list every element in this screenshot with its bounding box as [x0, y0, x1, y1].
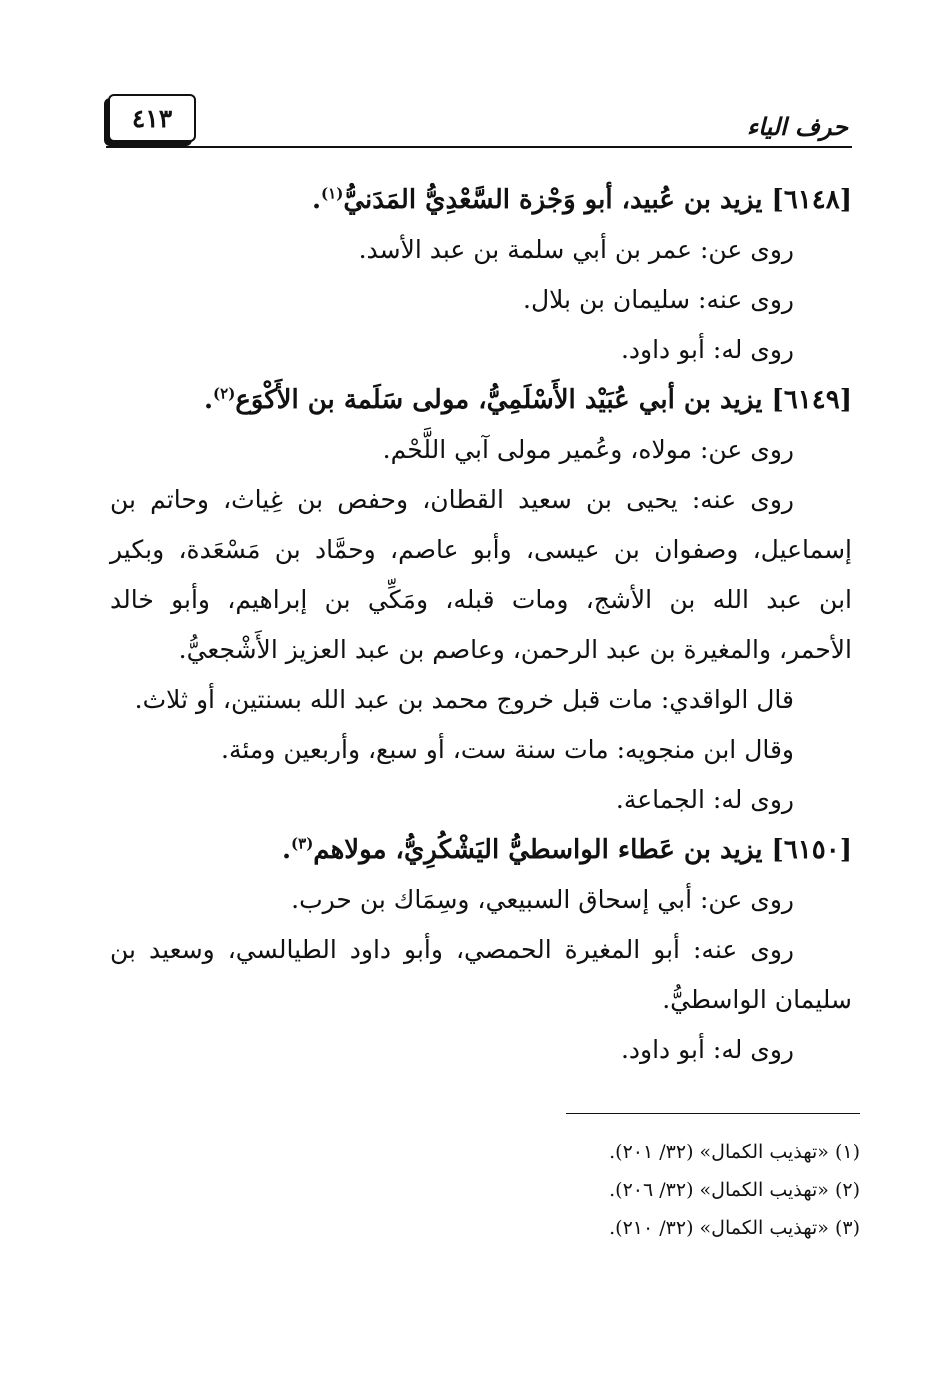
footnotes: [360, 1133, 860, 1247]
footnote: (١) «تهذيب الكمال» (٣٢/ ٢٠١).: [609, 1141, 860, 1163]
page-body: [110, 175, 852, 1075]
text-line: روى له: أبو داود.: [620, 335, 794, 364]
text-line: إسماعيل، وصفوان بن عيسى، وأبو عاصم، وحمَّاد بن مَسْعَدة، وبكير: [110, 535, 852, 564]
text-line: روى عن: مولاه، وعُمير مولى آبي اللَّحْم.: [382, 435, 794, 464]
text-line: روى له: الجماعة.: [615, 785, 794, 814]
text-line: وقال ابن منجويه: مات سنة ست، أو سبع، وأربعين ومئة.: [221, 735, 794, 764]
text-line: روى عن: أبي إسحاق السبيعي، وسِمَاك بن حرب.: [291, 885, 794, 914]
chapter-title: حرف الياء: [746, 112, 848, 141]
entry-end: .: [311, 185, 322, 215]
footnote-marker: (٢): [213, 384, 236, 403]
text-line: روى عنه: سليمان بن بلال.: [523, 285, 794, 314]
text-line: روى له: أبو داود.: [620, 1035, 794, 1064]
entry-number: [٦١٤٩]: [771, 385, 852, 415]
entry-end: .: [203, 385, 214, 415]
text-line: قال الواقدي: مات قبل خروج محمد بن عبد الله بسنتين، أو ثلاث.: [134, 685, 794, 714]
footnote-divider: [566, 1113, 860, 1114]
page-number: ٤١٣: [108, 94, 196, 142]
entry-name: يزيد بن عَطاء الواسطيُّ اليَشْكُرِيُّ، مولاهم: [313, 835, 772, 865]
text-line: الأحمر، والمغيرة بن عبد الرحمن، وعاصم بن عبد العزيز الأَشْجعيُّ.: [178, 635, 852, 664]
text-line: روى عنه: يحيى بن سعيد القطان، وحفص بن غِياث، وحاتم بن: [110, 485, 794, 514]
entry-number: [٦١٥٠]: [771, 835, 852, 865]
footnote: (٣) «تهذيب الكمال» (٣٢/ ٢١٠).: [609, 1217, 860, 1239]
entry-heading: [110, 375, 852, 425]
entry-heading: [110, 175, 852, 225]
page-header: [106, 92, 852, 150]
entry-name: يزيد بن عُبيد، أبو وَجْزة السَّعْدِيُّ المَدَنيُّ: [343, 185, 772, 215]
entry-name: يزيد بن أبي عُبَيْد الأَسْلَمِيُّ، مولى سَلَمة بن الأَكْوَع: [235, 385, 772, 415]
header-divider: [106, 146, 852, 148]
entry-number: [٦١٤٨]: [771, 185, 852, 215]
text-line: روى عن: عمر بن أبي سلمة بن عبد الأسد.: [358, 235, 794, 264]
footnote-marker: (٣): [291, 834, 314, 853]
text-line: روى عنه: أبو المغيرة الحمصي، وأبو داود الطيالسي، وسعيد بن: [110, 935, 794, 964]
footnote: (٢) «تهذيب الكمال» (٣٢/ ٢٠٦).: [609, 1179, 860, 1201]
text-line: سليمان الواسطيُّ.: [662, 985, 852, 1014]
entry-heading: [110, 825, 852, 875]
entry-end: .: [281, 835, 292, 865]
text-line: ابن عبد الله بن الأشج، ومات قبله، ومَكِّي بن إبراهيم، وأبو خالد: [110, 585, 852, 614]
footnote-marker: (١): [321, 184, 344, 203]
